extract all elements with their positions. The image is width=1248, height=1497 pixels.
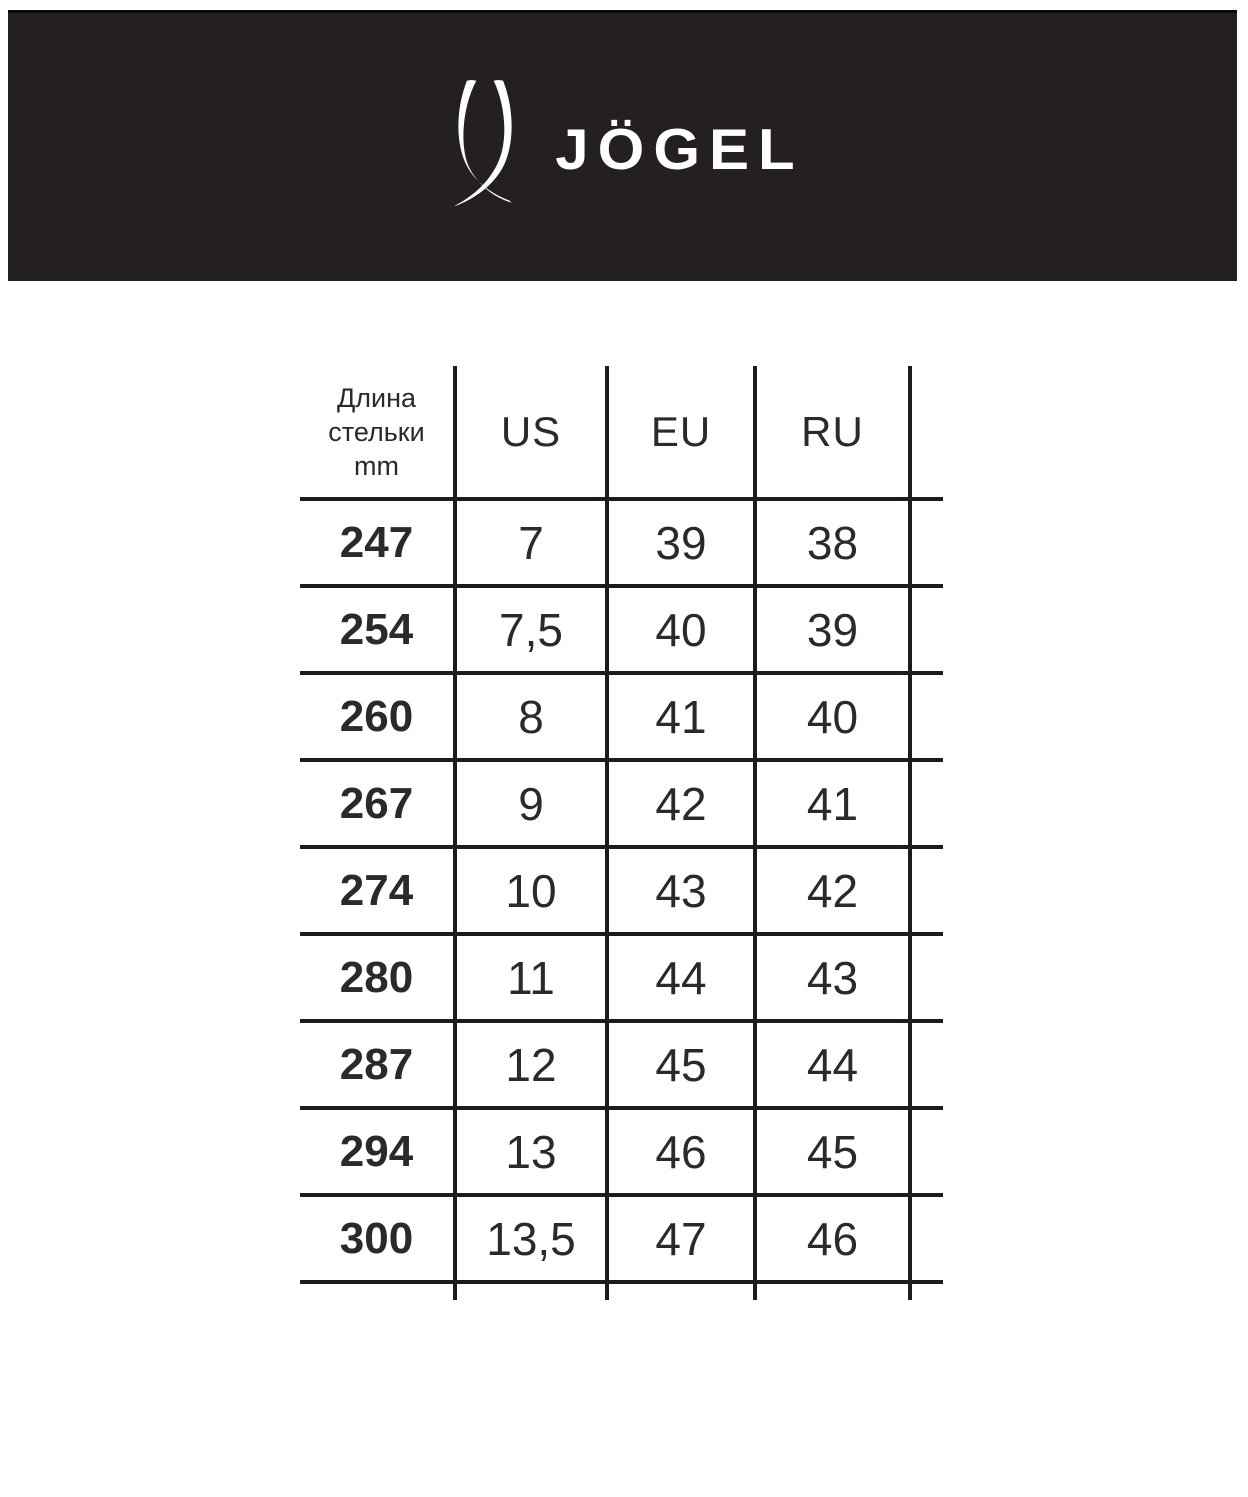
jogel-crossed-ribbons-icon (441, 80, 529, 211)
table-cell: 7,5 (455, 586, 607, 673)
header-eu: EU (607, 366, 755, 499)
table-row (300, 1108, 943, 1195)
table-cell: 44 (607, 934, 755, 1021)
table-cell: 10 (455, 847, 607, 934)
table-cell: 38 (755, 499, 910, 586)
table-row (300, 499, 943, 586)
table-cell: 40 (607, 586, 755, 673)
table-cell: 45 (607, 1021, 755, 1108)
cell-insole-length: 247 (300, 499, 455, 586)
cell-insole-length: 274 (300, 847, 455, 934)
table-cell: 41 (755, 760, 910, 847)
table-cell: 39 (607, 499, 755, 586)
empty-stub-cell (910, 1021, 943, 1108)
table-row (300, 934, 943, 1021)
table-cell: 11 (455, 934, 607, 1021)
empty-stub-cell (910, 847, 943, 934)
tail-cell (300, 1282, 455, 1300)
table-header-row (300, 366, 943, 499)
table-cell: 39 (755, 586, 910, 673)
table-cell: 13 (455, 1108, 607, 1195)
cell-insole-length: 280 (300, 934, 455, 1021)
cell-insole-length: 267 (300, 760, 455, 847)
header-line: стельки (328, 416, 425, 447)
table-cell: 41 (607, 673, 755, 760)
header-us: US (455, 366, 607, 499)
table-cell: 12 (455, 1021, 607, 1108)
header-ru: RU (755, 366, 910, 499)
tail-cell (607, 1282, 755, 1300)
cell-insole-length: 300 (300, 1195, 455, 1282)
table-cell: 42 (607, 760, 755, 847)
tail-cell (455, 1282, 607, 1300)
table-cell: 47 (607, 1195, 755, 1282)
table-row (300, 847, 943, 934)
table-cell: 45 (755, 1108, 910, 1195)
table-row (300, 1021, 943, 1108)
empty-stub-cell (910, 586, 943, 673)
table-cell: 44 (755, 1021, 910, 1108)
cell-insole-length: 294 (300, 1108, 455, 1195)
size-conversion-table (300, 366, 943, 1300)
table-row (300, 673, 943, 760)
table-tail-row (300, 1282, 943, 1300)
table-cell: 40 (755, 673, 910, 760)
brand-logo-text: JÖGEL (555, 116, 804, 182)
cell-insole-length: 254 (300, 586, 455, 673)
empty-stub-cell (910, 1195, 943, 1282)
empty-stub-cell (910, 760, 943, 847)
header-line: mm (354, 450, 399, 481)
table-cell: 43 (755, 934, 910, 1021)
table-cell: 7 (455, 499, 607, 586)
tail-cell (755, 1282, 910, 1300)
table-row (300, 1195, 943, 1282)
table-cell: 43 (607, 847, 755, 934)
empty-stub-cell (910, 1108, 943, 1195)
header-line: Длина (336, 382, 417, 413)
size-table-body (300, 499, 943, 1300)
cell-insole-length: 260 (300, 673, 455, 760)
header-insole-length (300, 366, 455, 499)
table-row (300, 760, 943, 847)
brand-banner (8, 10, 1237, 281)
empty-stub-cell (910, 673, 943, 760)
empty-stub-cell (910, 934, 943, 1021)
tail-cell (910, 1282, 943, 1300)
table-cell: 42 (755, 847, 910, 934)
table-cell: 46 (607, 1108, 755, 1195)
table-cell: 13,5 (455, 1195, 607, 1282)
header-empty-stub (910, 366, 943, 499)
table-cell: 8 (455, 673, 607, 760)
table-cell: 46 (755, 1195, 910, 1282)
table-row (300, 586, 943, 673)
table-cell: 9 (455, 760, 607, 847)
empty-stub-cell (910, 499, 943, 586)
cell-insole-length: 287 (300, 1021, 455, 1108)
